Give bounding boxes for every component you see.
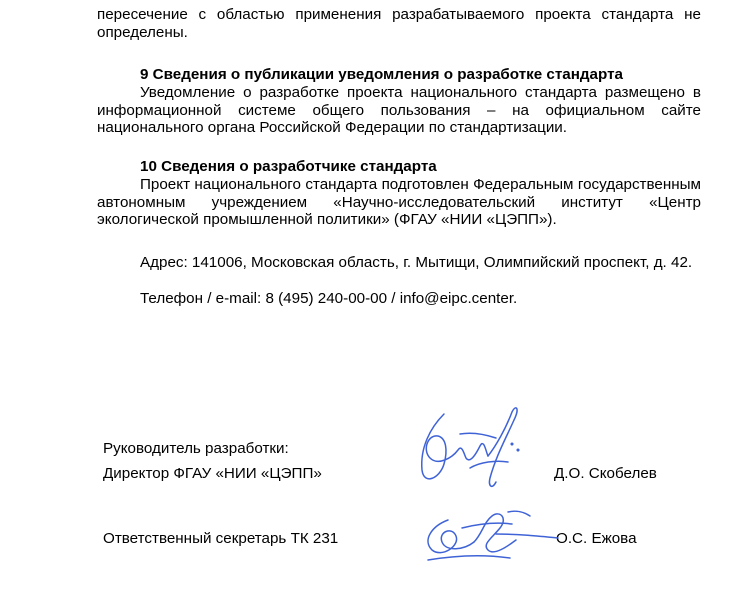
intro-paragraph-tail: пересечение с областью применения разрабатываемого проекта стандарта не определены. [97,6,701,41]
section-10-phone: Телефон / e-mail: 8 (495) 240-00-00 / info@eipc.center. [140,290,518,307]
signature-name-1: Д.О. Скобелев [554,465,657,482]
signature-2-handwritten [412,500,562,570]
signature-role-line1: Руководитель разработки: [103,440,289,457]
section-10-heading: 10 Сведения о разработчике стандарта [140,158,437,175]
signature-role-line2: Директор ФГАУ «НИИ «ЦЭПП» [103,465,322,482]
signature-name-2: О.С. Ежова [556,530,637,547]
section-9-text: Уведомление о разработке проекта национального стандарта размещено в информационной системе общего пользования – на официальном сайте национального органа Российской Федерации по стандартизации. [97,84,701,136]
section-9-heading: 9 Сведения о публикации уведомления о разработке стандарта [140,66,623,83]
signature-1-handwritten [400,398,530,496]
section-10-text: Проект национального стандарта подготовлен Федеральным государственным автономным учреждением «Научно-исследовательский институт «Центр экологической промышленной политики» (ФГАУ «НИИ «ЦЭПП»). [97,176,701,228]
signature-role-2: Ответственный секретарь ТК 231 [103,530,339,547]
section-10-address: Адрес: 141006, Московская область, г. Мытищи, Олимпийский проспект, д. 42. [140,254,693,271]
